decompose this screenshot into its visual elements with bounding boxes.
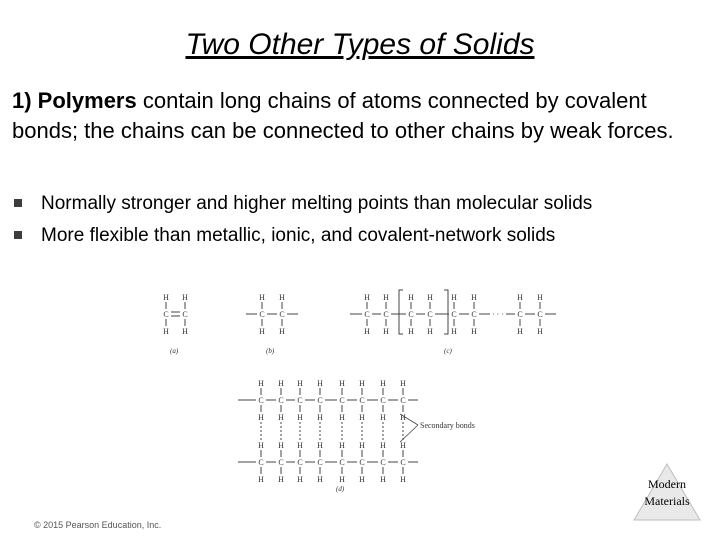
svg-text:H: H — [380, 379, 386, 388]
svg-text:C: C — [359, 396, 365, 405]
svg-text:H: H — [380, 441, 386, 450]
svg-text:H: H — [182, 327, 188, 336]
svg-text:C: C — [383, 310, 389, 319]
svg-text:H: H — [259, 293, 265, 302]
svg-text:C: C — [339, 458, 345, 467]
svg-text:C: C — [427, 310, 433, 319]
svg-text:C: C — [451, 310, 457, 319]
svg-text:H: H — [317, 475, 323, 484]
copyright-footer: © 2015 Pearson Education, Inc. — [34, 520, 162, 530]
svg-text:H: H — [383, 293, 389, 302]
svg-text:H: H — [471, 293, 477, 302]
svg-text:H: H — [278, 379, 284, 388]
svg-text:H: H — [427, 327, 433, 336]
svg-text:H: H — [400, 441, 406, 450]
slide-title: Two Other Types of Solids — [185, 28, 535, 61]
svg-text:H: H — [258, 413, 264, 422]
modern-materials-badge — [632, 476, 702, 510]
svg-text:H: H — [279, 327, 285, 336]
svg-text:C: C — [339, 396, 345, 405]
svg-text:H: H — [451, 293, 457, 302]
bullet-item — [14, 192, 704, 216]
svg-text:C: C — [297, 396, 303, 405]
svg-text:C: C — [400, 396, 406, 405]
svg-text:H: H — [339, 379, 345, 388]
svg-text:H: H — [359, 441, 365, 450]
svg-text:H: H — [259, 327, 265, 336]
svg-text:H: H — [297, 441, 303, 450]
svg-text:H: H — [317, 413, 323, 422]
bullet-square-icon — [14, 231, 22, 239]
lead-term: 1) Polymers — [12, 88, 137, 113]
svg-text:H: H — [359, 475, 365, 484]
svg-text:H: H — [400, 379, 406, 388]
bullet-text: Normally stronger and higher melting points than molecular solids — [41, 193, 593, 214]
svg-text:H: H — [383, 327, 389, 336]
figure-label-c: (c) — [444, 347, 452, 355]
svg-text:C: C — [364, 310, 370, 319]
svg-text:H: H — [400, 475, 406, 484]
svg-text:H: H — [471, 327, 477, 336]
svg-text:H: H — [278, 475, 284, 484]
bullet-text: More flexible than metallic, ionic, and covalent-network solids — [41, 225, 556, 246]
molecule-structures — [163, 293, 556, 484]
svg-text:C: C — [297, 458, 303, 467]
svg-text:H: H — [517, 327, 523, 336]
svg-text:C: C — [537, 310, 543, 319]
svg-text:H: H — [317, 441, 323, 450]
svg-text:C: C — [182, 310, 188, 319]
svg-text:H: H — [359, 413, 365, 422]
polymer-structure-figure — [0, 282, 720, 502]
svg-text:H: H — [427, 293, 433, 302]
svg-text:H: H — [163, 327, 169, 336]
svg-text:C: C — [258, 458, 264, 467]
svg-text:H: H — [537, 293, 543, 302]
svg-text:H: H — [278, 413, 284, 422]
svg-text:H: H — [364, 293, 370, 302]
figure-label-b: (b) — [266, 347, 275, 355]
svg-text:H: H — [297, 413, 303, 422]
svg-text:H: H — [297, 379, 303, 388]
svg-text:H: H — [163, 293, 169, 302]
svg-text:C: C — [517, 310, 523, 319]
svg-text:H: H — [517, 293, 523, 302]
bullet-item — [14, 224, 704, 248]
svg-text:H: H — [317, 379, 323, 388]
svg-text:C: C — [258, 396, 264, 405]
svg-text:H: H — [278, 441, 284, 450]
bullet-list — [14, 192, 704, 256]
svg-text:H: H — [258, 441, 264, 450]
svg-text:C: C — [317, 458, 323, 467]
repeat-bracket — [399, 290, 448, 334]
svg-text:H: H — [258, 475, 264, 484]
svg-text:C: C — [380, 458, 386, 467]
svg-text:H: H — [380, 475, 386, 484]
lead-text: contain long chains of atoms connected by covalent bonds; the chains can be connected to other chains by weak forces. — [12, 88, 674, 143]
svg-text:H: H — [408, 327, 414, 336]
svg-text:C: C — [471, 310, 477, 319]
badge-line-2: Materials — [644, 494, 690, 508]
svg-text:C: C — [359, 458, 365, 467]
svg-text:H: H — [258, 379, 264, 388]
figure-label-d: (d) — [336, 485, 345, 493]
svg-text:H: H — [297, 475, 303, 484]
svg-text:H: H — [364, 327, 370, 336]
svg-text:C: C — [279, 310, 285, 319]
svg-text:H: H — [451, 327, 457, 336]
svg-text:H: H — [339, 413, 345, 422]
svg-text:H: H — [400, 413, 406, 422]
svg-text:H: H — [537, 327, 543, 336]
svg-text:H: H — [339, 441, 345, 450]
svg-text:C: C — [317, 396, 323, 405]
secondary-bonds-label: Secondary bonds — [420, 421, 475, 430]
svg-text:C: C — [400, 458, 406, 467]
svg-text:C: C — [278, 458, 284, 467]
svg-text:C: C — [408, 310, 414, 319]
svg-text:C: C — [259, 310, 265, 319]
svg-text:H: H — [182, 293, 188, 302]
lead-paragraph — [12, 86, 702, 146]
bullet-square-icon — [14, 199, 22, 207]
svg-text:· · ·: · · · — [492, 310, 504, 319]
svg-text:H: H — [408, 293, 414, 302]
svg-text:H: H — [359, 379, 365, 388]
badge-line-1: Modern — [648, 477, 686, 491]
svg-text:H: H — [339, 475, 345, 484]
svg-text:H: H — [380, 413, 386, 422]
svg-text:C: C — [163, 310, 169, 319]
svg-text:C: C — [380, 396, 386, 405]
svg-text:H: H — [279, 293, 285, 302]
svg-text:C: C — [278, 396, 284, 405]
figure-label-a: (a) — [170, 347, 179, 355]
